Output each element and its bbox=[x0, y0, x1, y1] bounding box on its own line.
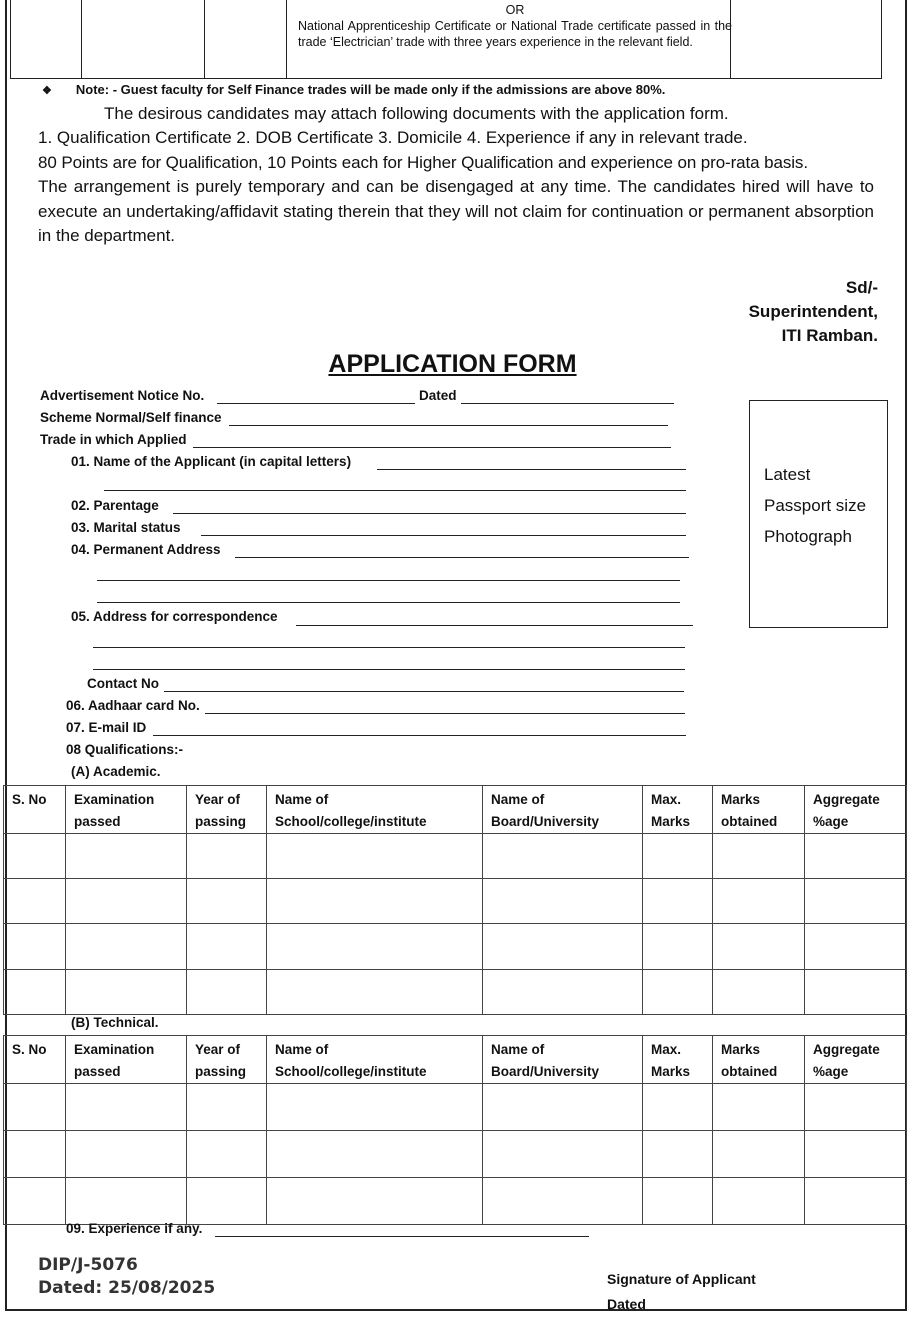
table-header-row bbox=[4, 786, 907, 834]
technical-qualifications-table bbox=[3, 1035, 907, 1225]
header-max-marks: Max. Marks bbox=[643, 786, 713, 834]
qualifications-label: 08 Qualifications:- bbox=[66, 742, 184, 757]
contact-label: Contact No bbox=[87, 676, 159, 691]
table-row[interactable] bbox=[4, 1131, 907, 1178]
documents-list: 1. Qualification Certificate 2. DOB Certificate 3. Domicile 4. Experience if any in relevant trade. bbox=[38, 128, 748, 147]
permanent-address-line-3[interactable] bbox=[97, 602, 680, 603]
scheme-field[interactable] bbox=[229, 425, 668, 426]
technical-label: (B) Technical. bbox=[71, 1015, 159, 1030]
parentage-label: 02. Parentage bbox=[71, 498, 159, 513]
header-board: Name of Board/University bbox=[483, 1036, 643, 1084]
marital-field[interactable] bbox=[201, 535, 686, 536]
photo-text-line-1: Latest bbox=[764, 465, 811, 484]
academic-label: (A) Academic. bbox=[71, 764, 161, 779]
header-examination: Examination passed bbox=[66, 786, 187, 834]
correspondence-line-3[interactable] bbox=[93, 669, 685, 670]
dated-label: Dated bbox=[419, 388, 457, 403]
photograph-box bbox=[749, 400, 888, 628]
aadhaar-label: 06. Aadhaar card No. bbox=[66, 698, 200, 713]
dip-number: DIP/J-5076 bbox=[38, 1255, 138, 1275]
aadhaar-field[interactable] bbox=[205, 713, 685, 714]
permanent-address-field[interactable] bbox=[235, 557, 689, 558]
table-row[interactable] bbox=[4, 1084, 907, 1131]
advertisement-label: Advertisement Notice No. bbox=[40, 388, 205, 403]
name-label: 01. Name of the Applicant (in capital letters) bbox=[71, 454, 352, 469]
eligibility-text: National Apprenticeship Certificate or National Trade certificate passed in the trade ‘Electrician’ trade with three years experience in the relevant field. bbox=[298, 19, 732, 49]
header-marks-obtained: Marks obtained bbox=[713, 1036, 805, 1084]
correspondence-field[interactable] bbox=[296, 625, 693, 626]
photo-text-line-3: Photograph bbox=[764, 527, 852, 546]
header-aggregate: Aggregate %age bbox=[805, 1036, 907, 1084]
note bbox=[42, 82, 665, 97]
sd-text: Sd/- bbox=[845, 278, 878, 297]
contact-field[interactable] bbox=[164, 691, 684, 692]
permanent-address-line-2[interactable] bbox=[97, 580, 680, 581]
dip-reference bbox=[38, 1254, 215, 1300]
academic-qualifications-table bbox=[3, 785, 907, 1015]
arrangement-paragraph: The arrangement is purely temporary and can be disengaged at any time. The candidates hired will have to execute an undertaking/affidavit stating therein that they will not claim for continuation or permanent absorption in the department. bbox=[38, 177, 874, 245]
header-year: Year of passing bbox=[187, 786, 267, 834]
name-field-line-2[interactable] bbox=[104, 490, 686, 491]
experience-label: 09. Experience if any. bbox=[66, 1221, 203, 1236]
signature-dated-label: Dated bbox=[607, 1296, 646, 1312]
eligibility-table-fragment bbox=[10, 0, 882, 79]
header-school: Name of School/college/institute bbox=[267, 1036, 483, 1084]
signature-label: Signature of Applicant bbox=[607, 1271, 756, 1287]
correspondence-line-2[interactable] bbox=[93, 647, 685, 648]
name-field[interactable] bbox=[377, 469, 686, 470]
experience-field[interactable] bbox=[215, 1236, 589, 1237]
dip-date: Dated: 25/08/2025 bbox=[38, 1278, 216, 1298]
scheme-label: Scheme Normal/Self finance bbox=[40, 410, 222, 425]
header-max-marks: Max. Marks bbox=[643, 1036, 713, 1084]
table-row[interactable] bbox=[4, 1178, 907, 1225]
table-header-row bbox=[4, 1036, 907, 1084]
header-aggregate: Aggregate %age bbox=[805, 786, 907, 834]
header-marks-obtained: Marks obtained bbox=[713, 786, 805, 834]
eligibility-cell bbox=[298, 2, 732, 50]
parentage-field[interactable] bbox=[173, 513, 686, 514]
permanent-address-label: 04. Permanent Address bbox=[71, 542, 221, 557]
table-row[interactable] bbox=[4, 879, 907, 924]
or-text: OR bbox=[505, 3, 525, 17]
table-row[interactable] bbox=[4, 970, 907, 1015]
trade-label: Trade in which Applied bbox=[40, 432, 187, 447]
header-year: Year of passing bbox=[187, 1036, 267, 1084]
note-text: Note: - Guest faculty for Self Finance trades will be made only if the admissions are above 80%. bbox=[75, 82, 666, 97]
email-field[interactable] bbox=[153, 735, 686, 736]
photo-text-line-2: Passport size bbox=[764, 496, 867, 515]
correspondence-label: 05. Address for correspondence bbox=[71, 609, 278, 624]
header-school: Name of School/college/institute bbox=[267, 786, 483, 834]
table-row[interactable] bbox=[4, 834, 907, 879]
header-sno: S. No bbox=[4, 1036, 66, 1084]
points-paragraph: 80 Points are for Qualification, 10 Points each for Higher Qualification and experience on pro-rata basis. bbox=[38, 153, 808, 172]
email-label: 07. E-mail ID bbox=[66, 720, 147, 735]
header-sno: S. No bbox=[4, 786, 66, 834]
header-examination: Examination passed bbox=[66, 1036, 187, 1084]
signatory-block bbox=[749, 276, 878, 348]
signature-dated-field[interactable] bbox=[653, 1309, 771, 1310]
dated-field[interactable] bbox=[461, 403, 674, 404]
diamond-bullet-icon: ❖ bbox=[42, 85, 52, 97]
header-board: Name of Board/University bbox=[483, 786, 643, 834]
form-title: APPLICATION FORM bbox=[328, 350, 577, 378]
advertisement-field[interactable] bbox=[217, 403, 415, 404]
attach-paragraph: The desirous candidates may attach following documents with the application form. bbox=[104, 104, 729, 123]
table-row[interactable] bbox=[4, 924, 907, 970]
designation-text: Superintendent, bbox=[748, 302, 878, 321]
office-text: ITI Ramban. bbox=[781, 326, 878, 345]
trade-field[interactable] bbox=[193, 447, 671, 448]
marital-label: 03. Marital status bbox=[71, 520, 181, 535]
